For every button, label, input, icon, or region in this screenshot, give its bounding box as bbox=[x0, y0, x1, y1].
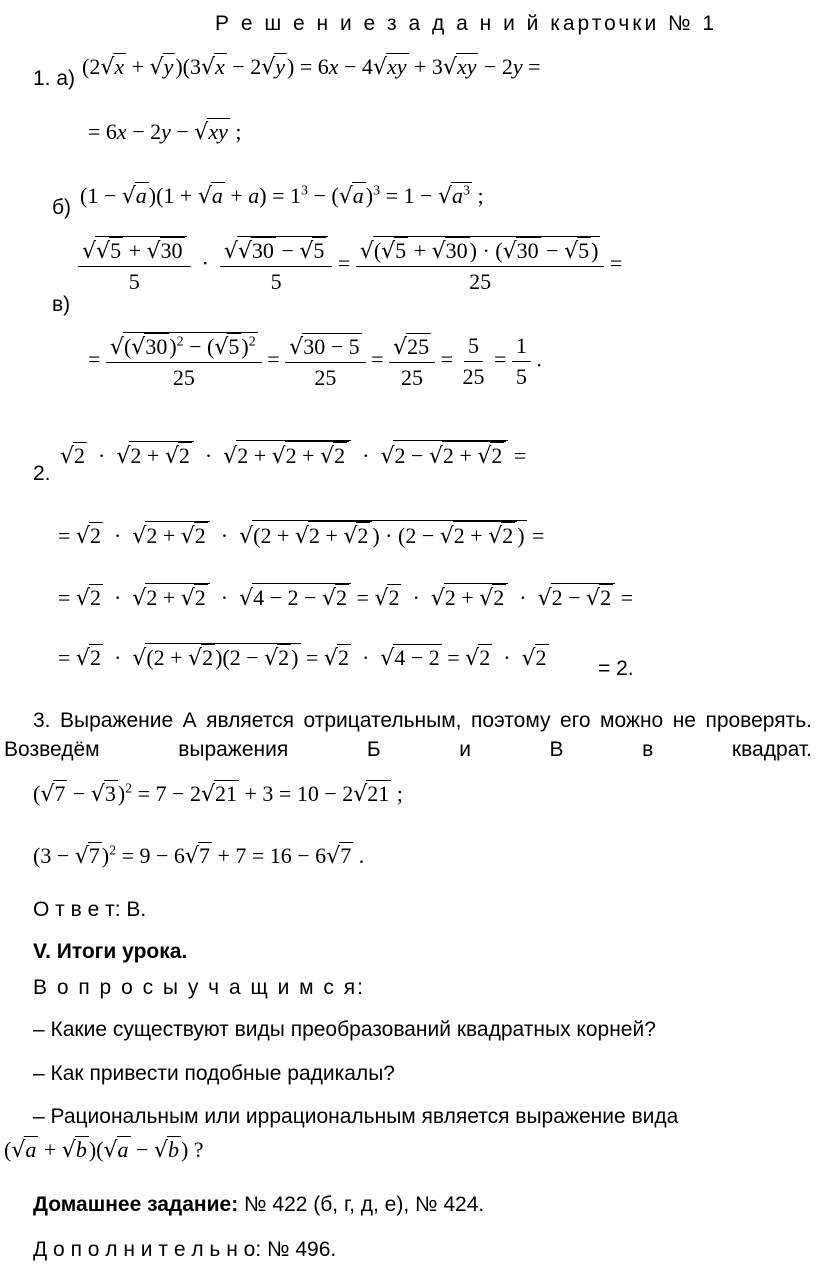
question-3-expr: (√a + √b)(√a − √b) ? bbox=[4, 1137, 204, 1163]
task3-eq1: $(√7 - √3)^2 = 7 - 2√21 + 3 = 10 - 2√21$ ; bbox=[33, 781, 403, 807]
task2-result: = 2. bbox=[598, 657, 634, 680]
task1-b-label: б) bbox=[52, 196, 72, 219]
question-2: – Как привести подобные радикалы? bbox=[33, 1062, 395, 1085]
task2-line1: √2 · √2 + √2 · √2 + √2 + √2 · √2 − √2 + √2 = bbox=[60, 440, 526, 469]
homework-text: № 422 (б, г, д, е), № 424. bbox=[244, 1193, 485, 1216]
section-heading: V. Итоги урока. bbox=[33, 940, 188, 963]
task1-a-line1: (2√x + √y)(3√x − 2√y) = 6x − 4√xy + 3√xy − 2y = bbox=[82, 54, 541, 80]
extra-homework: Д о п о л н и т е л ь н о: № 496. bbox=[33, 1238, 337, 1261]
homework bbox=[33, 1193, 484, 1217]
answer: О т в е т: В. bbox=[33, 898, 147, 921]
page-title: Р е ш е н и е з а д а н и й карточки № 1 bbox=[215, 12, 718, 35]
task1-v-line2: = $\frac{√(√30)^2 - (√5)^2}{25}$ = $\frac{√30 - 5}{25}$ = $\frac{√25}{25}$ = $\frac{5}{25}$ = $\frac{1}{5}$ . bbox=[88, 333, 542, 391]
homework-label: Домашнее задание: bbox=[33, 1193, 239, 1216]
task3-eq2: $(3 - √7)^2 = 9 - 6√7 + 7 = 16 - 6√7$ . bbox=[33, 843, 365, 869]
task3-text: 3. Выражение А является отрицательным, поэтому его можно не проверять. Возведём выражения Б и В в квадрат. bbox=[4, 709, 812, 761]
task1-a-line2: = 6x − 2y − √xy ; bbox=[88, 119, 242, 145]
task1-v-line1: $\frac{√√5 + √30}{5}$ · $\frac{√√30 - √5}{5}$ = $\frac{√(√5 + √30) \cdot (√30 - √5)}{25}$ = bbox=[78, 236, 622, 295]
task2-line3: = √2 · √2 + √2 · √4 − 2 − √2 = √2 · √2 + √2 · √2 − √2 = bbox=[58, 585, 633, 611]
questions-intro: В о п р о с ы у ч а щ и м с я: bbox=[33, 976, 365, 999]
task1-b-line: $(1 - √a)(1 + √a + a) = 1^3 - (√a)^3 = 1 - √a^3$ ; bbox=[80, 183, 484, 209]
task1-a-label: 1. а) bbox=[33, 67, 76, 90]
task2-line4: = √2 · √(2 + √2)(2 − √2) = √2 · √4 − 2 = √2 · √2 bbox=[58, 645, 547, 671]
task1-v-label: в) bbox=[52, 293, 71, 316]
question-3: – Рациональным или иррациональным является выражение вида bbox=[33, 1105, 679, 1128]
task2-line2: = √2 · √2 + √2 · √(2 + √2 + √2 ) · (2 − √2 + √2 ) = bbox=[58, 520, 544, 549]
question-1: – Какие существуют виды преобразований квадратных корней? bbox=[33, 1018, 656, 1041]
task2-label: 2. bbox=[33, 462, 51, 485]
